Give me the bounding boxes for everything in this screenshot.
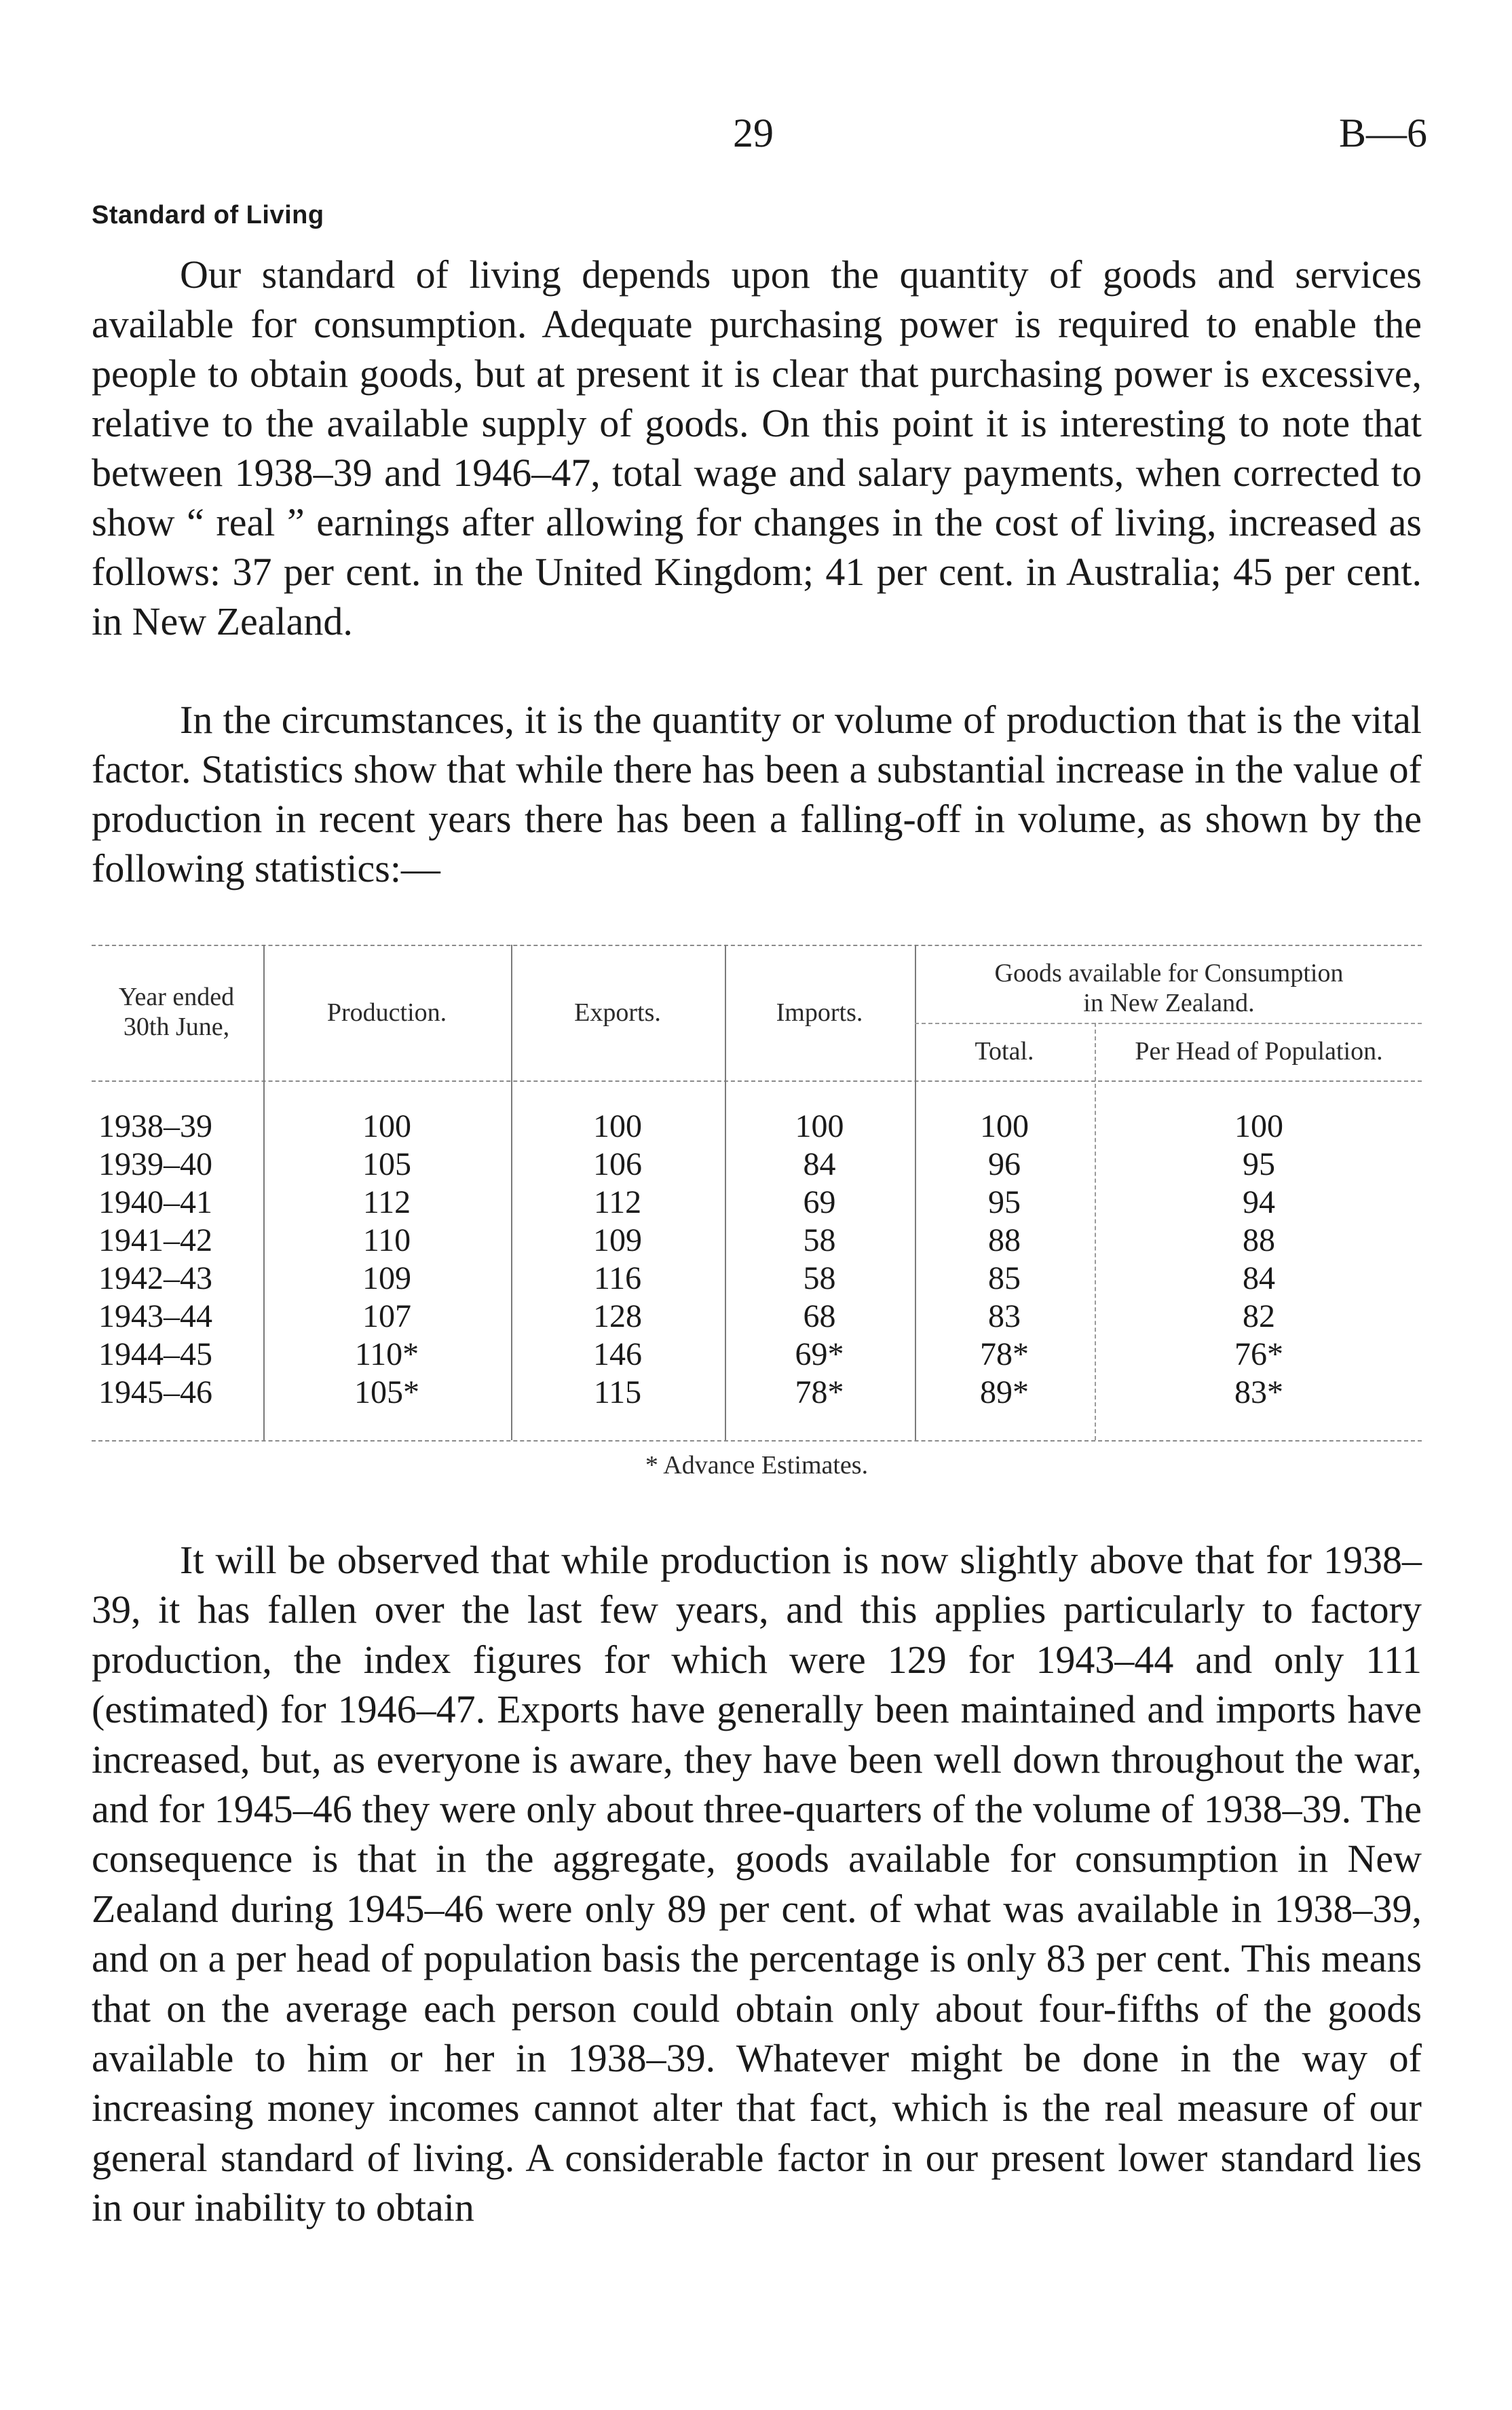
cell-total: 95 — [988, 1184, 1021, 1220]
header-goods-line2: in New Zealand. — [1083, 989, 1255, 1017]
table-header-rule — [92, 1080, 1422, 1082]
cell-year: 1945–46 — [98, 1374, 212, 1410]
page-code: B—6 — [1338, 111, 1427, 155]
cell-total: 88 — [988, 1222, 1021, 1258]
cell-production: 109 — [362, 1260, 411, 1296]
cell-production: 100 — [362, 1108, 411, 1144]
cell-production: 112 — [362, 1184, 411, 1220]
cell-year: 1941–42 — [98, 1222, 212, 1258]
cell-year: 1939–40 — [98, 1146, 212, 1182]
cell-year: 1944–45 — [98, 1336, 212, 1372]
cell-per-head: 84 — [1243, 1260, 1275, 1296]
paragraph-circumstances: In the circumstances, it is the quantity or volume of production that is the vital factor. Statistics show that while there has been a substantial increase in the value of production in recent years there has been a falling-off in volume, as shown by the following statistics:— — [92, 698, 1422, 890]
paragraph-intro: Our standard of living depends upon the quantity of goods and services available for consumption. Adequate purchasing power is required to enable the people to obtain goods, but at present it is clear that purchasing power is excessive, relative to the available supply of goods. On this point it is interesting to note that between 1938–39 and 1946–47, total wage and salary payments, when corrected to show “ real ” earnings after allowing for changes in the cost of living, increased as follows: 37 per cent. in the United Kingdom; 41 per cent. in Australia; 45 per cent. in New Zealand. — [92, 252, 1422, 643]
cell-year: 1940–41 — [98, 1184, 212, 1220]
cell-year: 1943–44 — [98, 1298, 212, 1334]
header-production: Production. — [326, 998, 447, 1027]
statistics-table — [92, 945, 1422, 1480]
cell-production: 110 — [362, 1222, 411, 1258]
header-year — [92, 982, 261, 1042]
cell-imports: 69 — [803, 1184, 836, 1220]
table-top-rule — [92, 945, 1422, 946]
cell-per-head: 94 — [1243, 1184, 1275, 1220]
header-goods-group — [916, 958, 1422, 1018]
cell-year: 1942–43 — [98, 1260, 212, 1296]
cell-exports: 115 — [593, 1374, 642, 1410]
cell-imports: 100 — [795, 1108, 844, 1144]
cell-total: 78* — [980, 1336, 1029, 1372]
cell-per-head: 95 — [1243, 1146, 1275, 1182]
cell-imports: 84 — [803, 1146, 836, 1182]
cell-exports: 109 — [593, 1222, 642, 1258]
cell-total: 83 — [988, 1298, 1021, 1334]
cell-imports: 58 — [803, 1260, 836, 1296]
cell-imports: 78* — [795, 1374, 844, 1410]
cell-production: 105* — [354, 1374, 419, 1410]
header-year-line2: 30th June, — [123, 1013, 230, 1041]
cell-exports: 100 — [593, 1108, 642, 1144]
table-bottom-rule — [92, 1440, 1422, 1442]
cell-total: 89* — [980, 1374, 1029, 1410]
cell-imports: 58 — [803, 1222, 836, 1258]
header-per-head: Per Head of Population. — [1135, 1037, 1383, 1066]
cell-imports: 69* — [795, 1336, 844, 1372]
cell-per-head: 82 — [1243, 1298, 1275, 1334]
cell-per-head: 76* — [1234, 1336, 1283, 1372]
cell-total: 96 — [988, 1146, 1021, 1182]
header-goods-line1: Goods available for Consumption — [994, 959, 1344, 987]
header-exports: Exports. — [574, 998, 661, 1027]
cell-exports: 128 — [593, 1298, 642, 1334]
cell-production: 105 — [362, 1146, 411, 1182]
header-imports: Imports. — [776, 998, 863, 1027]
cell-year: 1938–39 — [98, 1108, 212, 1144]
table-footnote: * Advance Estimates. — [645, 1451, 869, 1480]
paragraph-observations: It will be observed that while production is now slightly above that for 1938–39, it has fallen over the last few years, and this applies particularly to factory production, the index figures for which were 129 for 1943–44 and only 111 (estimated) for 1946–47. Exports have generally been maintained and imports have increased, but, as everyone is aware, they have been well down throughout the war, and for 1945–46 they were only about three-quarters of the volume of 1938–39. The consequence is that in the aggregate, goods available for consumption in New Zealand during 1945–46 were only 89 per cent. of what was available in 1938–39, and on a per head of population basis the percentage is only 83 per cent. This means that on the average each person could obtain only about four-fifths of the goods available to him or her in 1938–39. Whatever might be done in the way of increasing money incomes cannot alter that fact, which is the real measure of our general standard of living. A considerable factor in our present lower standard lies in our inability to obtain — [92, 1538, 1422, 2230]
cell-exports: 116 — [593, 1260, 642, 1296]
cell-imports: 68 — [803, 1298, 836, 1334]
cell-total: 85 — [988, 1260, 1021, 1296]
cell-exports: 112 — [593, 1184, 642, 1220]
cell-production: 107 — [362, 1298, 411, 1334]
cell-per-head: 88 — [1243, 1222, 1275, 1258]
section-heading: Standard of Living — [92, 201, 324, 229]
cell-per-head: 83* — [1234, 1374, 1283, 1410]
cell-exports: 146 — [593, 1336, 642, 1372]
cell-exports: 106 — [593, 1146, 642, 1182]
header-year-line1: Year ended — [118, 983, 235, 1011]
header-total: Total. — [975, 1037, 1034, 1066]
cell-production: 110* — [354, 1336, 419, 1372]
goods-group-rule — [915, 1023, 1422, 1024]
cell-per-head: 100 — [1234, 1108, 1283, 1144]
cell-total: 100 — [980, 1108, 1029, 1144]
page-number: 29 — [733, 111, 774, 155]
